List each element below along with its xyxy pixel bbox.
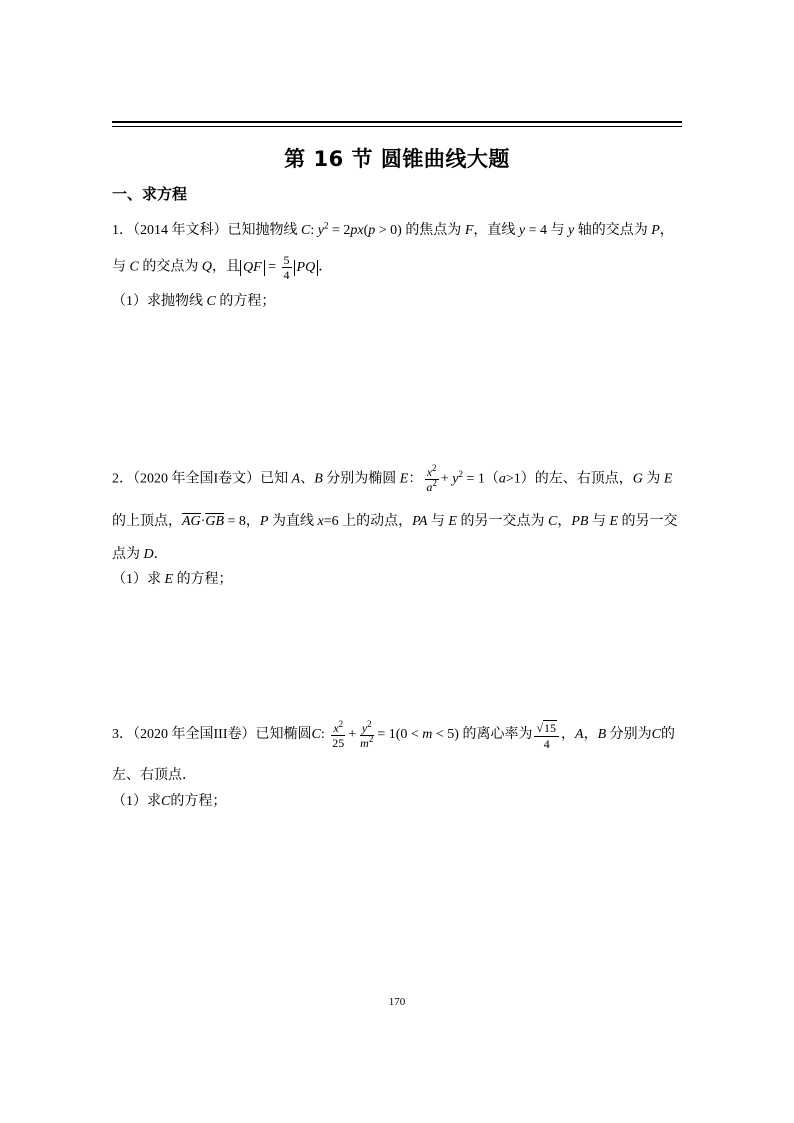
q3-line-2: 左、右顶点．: [112, 768, 196, 783]
q2-sub-1: （1）求 E 的方程；: [112, 572, 233, 587]
header-rule-thin: [112, 126, 682, 127]
q2-line-3: 点为 D．: [112, 547, 168, 562]
q1-line-2: 与 C 的交点为 Q，且 QF = $\frac{5}{4}$ PQ ．: [112, 253, 333, 282]
q3-sub-1: （1）求C的方程；: [112, 794, 227, 809]
section-heading: 一、求方程: [112, 185, 188, 203]
page-title: 第 16 节 圆锥曲线大题: [284, 147, 510, 171]
q1-sub-1: （1）求抛物线 C 的方程；: [112, 294, 276, 309]
q2-line-2: 的上顶点，AG·GB = 8，P 为直线 x=6 上的动点，PA 与 E 的另一交点为 C，PB 与 E 的另一交: [112, 514, 678, 529]
q2-line-1: 2．（2020 年全国I卷文）已知 A、B 分别为椭圆 E： $\frac{x^2}{a^2}$ + $y^2 = 1(a>1)$的左、右顶点，G 为 E: [112, 463, 673, 494]
q3-line-1: 3．（2020 年全国III卷）已知椭圆C: $\frac{x^2}{25}$ + $\frac{y^2}{m^2}$ = 1(0 < m < 5) 的离心率为 $\frac{√15}{4}$ ，A，B 分别为C的: [112, 718, 676, 751]
header-rule-thick: [112, 121, 682, 123]
page-number: 170: [388, 996, 406, 1008]
q1-line-1: 1．（2014 年文科）已知抛物线 C: $y^2 = 2px(p > 0)$ 的焦点为 F，直线 y = 4 与 y 轴的交点为 P，: [112, 220, 674, 238]
